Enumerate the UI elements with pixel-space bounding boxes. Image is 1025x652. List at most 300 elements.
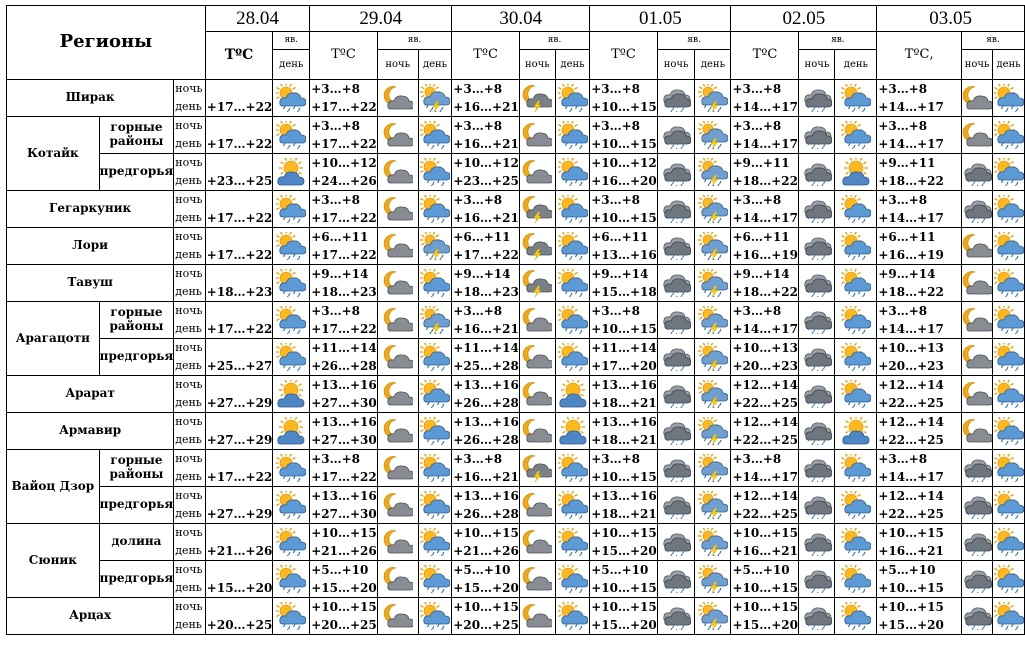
temp-cell: +11…+14 +25…+28 (452, 339, 520, 376)
temp-28: +20…+25 (205, 598, 273, 635)
phen-header-1: яв. (377, 32, 452, 50)
moon-cloud-rain-icon (519, 80, 555, 117)
region-name: Тавуш (7, 265, 174, 302)
temp-cell: +3…+8 +16…+21 (452, 450, 520, 487)
region-name: Арарат (7, 376, 174, 413)
temp-cell: +10…+15 +20…+25 (452, 598, 520, 635)
temp-header-4: ТºС (731, 32, 799, 80)
night-day-labels: ночь день (174, 154, 206, 191)
temp-cell: +11…+14 +26…+28 (310, 339, 378, 376)
night-day-labels: ночь день (174, 376, 206, 413)
temp-28: +17…+22 (205, 450, 273, 487)
dark-cloud-rain-icon (657, 191, 695, 228)
table-row (7, 524, 1025, 561)
sun-cloud-rain-icon (555, 228, 589, 265)
night-sub-1: ночь (377, 50, 418, 80)
moon-cloud-icon (377, 302, 418, 339)
sun-cloud-rain-icon (418, 413, 452, 450)
temp-cell: +9…+11 +18…+22 (877, 154, 962, 191)
dark-cloud-rain-icon (799, 191, 835, 228)
region-name: Котайк (7, 117, 100, 191)
thunder-rain-icon (695, 80, 731, 117)
temp-cell: +13…+16 +26…+28 (452, 376, 520, 413)
sun-cloud-rain-icon (555, 80, 589, 117)
temp-cell: +3…+8 +14…+17 (877, 450, 962, 487)
temp-cell: +6…+11 +16…+19 (877, 228, 962, 265)
sun-cloud-rain-icon (835, 598, 877, 635)
sun-cloud-rain-icon (993, 191, 1025, 228)
dark-cloud-rain-icon (657, 598, 695, 635)
temp-cell: +10…+15 +15…+20 (590, 524, 658, 561)
moon-cloud-icon (519, 561, 555, 598)
thunder-rain-icon (418, 302, 452, 339)
sun-cloud-rain-icon (418, 561, 452, 598)
moon-cloud-icon (377, 265, 418, 302)
moon-cloud-icon (377, 376, 418, 413)
temp-cell: +10…+12 +23…+25 (452, 154, 520, 191)
temp-cell: +5…+10 +10…+15 (731, 561, 799, 598)
dark-cloud-rain-icon (657, 80, 695, 117)
subregion-name: предгорья (99, 561, 174, 598)
sun-cloud-rain-icon (835, 80, 877, 117)
sun-cloud-rain-icon (273, 117, 310, 154)
day-sub-0: день (273, 50, 310, 80)
table-row (7, 561, 1025, 598)
table-row (7, 228, 1025, 265)
table-row (7, 80, 1025, 117)
temp-cell: +3…+8 +10…+15 (590, 450, 658, 487)
sun-cloud-rain-icon (835, 339, 877, 376)
night-day-labels: ночь день (174, 561, 206, 598)
moon-cloud-icon (377, 598, 418, 635)
temp-cell: +9…+14 +18…+23 (452, 265, 520, 302)
night-sub-2: ночь (519, 50, 555, 80)
sun-cloud-rain-icon (418, 339, 452, 376)
temp-cell: +3…+8 +16…+21 (452, 191, 520, 228)
temp-cell: +10…+13 +20…+23 (731, 339, 799, 376)
region-name: Ширак (7, 80, 174, 117)
temp-28: +17…+22 (205, 302, 273, 339)
sun-cloud-rain-icon (993, 80, 1025, 117)
temp-cell: +9…+14 +18…+23 (310, 265, 378, 302)
moon-cloud-icon (519, 487, 555, 524)
sun-cloud-rain-icon (418, 376, 452, 413)
temp-cell: +3…+8 +14…+17 (731, 80, 799, 117)
moon-cloud-icon (962, 228, 993, 265)
dark-cloud-rain-icon (657, 413, 695, 450)
sun-cloud-rain-icon (555, 117, 589, 154)
temp-cell: +13…+16 +18…+21 (590, 413, 658, 450)
temp-cell: +9…+14 +15…+18 (590, 265, 658, 302)
thunder-rain-icon (418, 228, 452, 265)
sun-cloud-rain-icon (418, 598, 452, 635)
temp-cell: +3…+8 +17…+22 (310, 302, 378, 339)
day-sub-2: день (555, 50, 589, 80)
dark-cloud-rain-icon (657, 265, 695, 302)
moon-cloud-icon (519, 524, 555, 561)
region-name: Сюник (7, 524, 100, 598)
dark-cloud-rain-icon (799, 265, 835, 302)
dark-cloud-rain-icon (657, 339, 695, 376)
thunder-rain-icon (695, 376, 731, 413)
moon-cloud-icon (377, 80, 418, 117)
temp-cell: +13…+16 +18…+21 (590, 376, 658, 413)
night-day-labels: ночь день (174, 487, 206, 524)
thunder-rain-icon (695, 117, 731, 154)
sun-cloud-rain-icon (993, 561, 1025, 598)
thunder-rain-icon (695, 487, 731, 524)
temp-cell: +13…+16 +27…+30 (310, 413, 378, 450)
dark-cloud-rain-icon (799, 302, 835, 339)
temp-cell: +11…+14 +17…+20 (590, 339, 658, 376)
temp-cell: +3…+8 +10…+15 (590, 117, 658, 154)
night-sub-5: ночь (962, 50, 993, 80)
moon-cloud-icon (519, 413, 555, 450)
temp-cell: +3…+8 +17…+22 (310, 450, 378, 487)
temp-cell: +5…+10 +15…+20 (310, 561, 378, 598)
day-sub-1: день (418, 50, 452, 80)
table-row (7, 191, 1025, 228)
dark-cloud-rain-icon (799, 524, 835, 561)
sun-cloud-rain-icon (993, 487, 1025, 524)
sun-cloud-rain-icon (555, 265, 589, 302)
temp-28: +17…+22 (205, 80, 273, 117)
temp-cell: +3…+8 +10…+15 (590, 191, 658, 228)
table-row (7, 154, 1025, 191)
temp-cell: +3…+8 +16…+21 (452, 302, 520, 339)
dark-cloud-rain-icon (799, 228, 835, 265)
day-sub-3: день (695, 50, 731, 80)
temp-cell: +10…+12 +24…+26 (310, 154, 378, 191)
table-row (7, 598, 1025, 635)
temp-cell: +3…+8 +14…+17 (731, 191, 799, 228)
dark-cloud-rain-icon (799, 598, 835, 635)
table-row (7, 302, 1025, 339)
dark-cloud-rain-icon (657, 450, 695, 487)
moon-cloud-icon (519, 302, 555, 339)
sun-cloud-rain-icon (993, 598, 1025, 635)
date-header-0: 28.04 (205, 6, 309, 32)
phen-header-3: яв. (657, 32, 731, 50)
temp-cell: +3…+8 +10…+15 (590, 302, 658, 339)
moon-cloud-rain-icon (519, 265, 555, 302)
sun-cloud-rain-icon (993, 117, 1025, 154)
sun-cloud-rain-icon (993, 413, 1025, 450)
sun-cloud-rain-icon (555, 154, 589, 191)
sun-cloud-rain-icon (835, 524, 877, 561)
temp-cell: +10…+15 +15…+20 (877, 598, 962, 635)
dark-cloud-rain-icon (799, 487, 835, 524)
moon-cloud-icon (962, 413, 993, 450)
sun-cloud-rain-icon (835, 265, 877, 302)
temp-cell: +3…+8 +14…+17 (877, 117, 962, 154)
thunder-rain-icon (695, 228, 731, 265)
night-day-labels: ночь день (174, 191, 206, 228)
moon-cloud-icon (377, 117, 418, 154)
dark-cloud-rain-icon (657, 117, 695, 154)
moon-cloud-icon (377, 487, 418, 524)
moon-cloud-icon (377, 191, 418, 228)
bright-sun-cloud-icon (273, 413, 310, 450)
sun-cloud-rain-icon (273, 450, 310, 487)
moon-cloud-icon (377, 228, 418, 265)
forecast-body (7, 80, 1025, 635)
dark-cloud-rain-icon (799, 413, 835, 450)
temp-cell: +10…+12 +16…+20 (590, 154, 658, 191)
temp-28: +21…+26 (205, 524, 273, 561)
region-name: Армавир (7, 413, 174, 450)
night-sub-3: ночь (657, 50, 695, 80)
phen-header-5: яв. (962, 32, 1025, 50)
date-header-4: 02.05 (731, 6, 877, 32)
sun-cloud-rain-icon (273, 561, 310, 598)
date-header-5: 03.05 (877, 6, 1025, 32)
moon-cloud-rain-icon (519, 450, 555, 487)
temp-cell: +6…+11 +17…+22 (310, 228, 378, 265)
sun-cloud-rain-icon (273, 302, 310, 339)
weather-forecast-table (6, 5, 1025, 635)
thunder-rain-icon (695, 154, 731, 191)
temp-cell: +9…+11 +18…+22 (731, 154, 799, 191)
subregion-name: горные районы (99, 302, 174, 339)
temp-28: +17…+22 (205, 117, 273, 154)
sun-cloud-rain-icon (835, 376, 877, 413)
moon-cloud-icon (519, 339, 555, 376)
dark-cloud-rain-icon (657, 302, 695, 339)
temp-cell: +12…+14 +22…+25 (877, 376, 962, 413)
temp-28: +25…+27 (205, 339, 273, 376)
night-day-labels: ночь день (174, 117, 206, 154)
sun-cloud-rain-icon (993, 228, 1025, 265)
sun-cloud-rain-icon (835, 228, 877, 265)
dark-cloud-rain-icon (657, 228, 695, 265)
temp-cell: +13…+16 +26…+28 (452, 413, 520, 450)
temp-cell: +9…+14 +18…+22 (731, 265, 799, 302)
day-sub-4: день (835, 50, 877, 80)
sun-cloud-rain-icon (418, 524, 452, 561)
sun-cloud-rain-icon (555, 598, 589, 635)
table-row (7, 487, 1025, 524)
sun-cloud-rain-icon (273, 524, 310, 561)
sun-cloud-rain-icon (418, 154, 452, 191)
sun-cloud-rain-icon (835, 561, 877, 598)
night-day-labels: ночь день (174, 228, 206, 265)
temp-cell: +3…+8 +17…+22 (310, 80, 378, 117)
subregion-name: долина (99, 524, 174, 561)
thunder-rain-icon (418, 80, 452, 117)
dark-cloud-rain-icon (962, 450, 993, 487)
temp-cell: +3…+8 +14…+17 (877, 80, 962, 117)
dark-cloud-rain-icon (799, 154, 835, 191)
night-day-labels: ночь день (174, 265, 206, 302)
sun-cloud-rain-icon (273, 228, 310, 265)
temp-cell: +3…+8 +17…+22 (310, 117, 378, 154)
regions-header: Регионы (7, 6, 206, 80)
bright-sun-cloud-icon (835, 413, 877, 450)
sun-cloud-rain-icon (555, 524, 589, 561)
dark-cloud-rain-icon (962, 561, 993, 598)
phen-header-0: яв. (273, 32, 310, 50)
temp-cell: +10…+15 +15…+20 (731, 598, 799, 635)
temp-cell: +10…+15 +16…+21 (731, 524, 799, 561)
table-row (7, 339, 1025, 376)
moon-cloud-icon (962, 80, 993, 117)
sun-cloud-rain-icon (835, 450, 877, 487)
subregion-name: горные районы (99, 450, 174, 487)
temp-cell: +3…+8 +14…+17 (731, 450, 799, 487)
temp-cell: +10…+15 +15…+20 (590, 598, 658, 635)
bright-sun-cloud-icon (273, 376, 310, 413)
moon-cloud-icon (519, 117, 555, 154)
temp-28: +27…+29 (205, 376, 273, 413)
sun-cloud-rain-icon (993, 265, 1025, 302)
moon-cloud-icon (519, 154, 555, 191)
moon-cloud-rain-icon (519, 228, 555, 265)
dark-cloud-rain-icon (962, 524, 993, 561)
bright-sun-cloud-icon (555, 413, 589, 450)
sun-cloud-rain-icon (418, 487, 452, 524)
dark-cloud-rain-icon (799, 450, 835, 487)
temp-cell: +13…+16 +27…+30 (310, 376, 378, 413)
temp-cell: +5…+10 +10…+15 (590, 561, 658, 598)
thunder-rain-icon (695, 339, 731, 376)
dark-cloud-rain-icon (657, 376, 695, 413)
sun-cloud-rain-icon (835, 302, 877, 339)
thunder-rain-icon (695, 450, 731, 487)
dark-cloud-rain-icon (799, 376, 835, 413)
temp-cell: +3…+8 +16…+21 (452, 117, 520, 154)
thunder-rain-icon (695, 524, 731, 561)
moon-cloud-icon (962, 339, 993, 376)
phen-header-4: яв. (799, 32, 877, 50)
dark-cloud-rain-icon (799, 561, 835, 598)
bright-sun-cloud-icon (555, 376, 589, 413)
bright-sun-cloud-icon (273, 154, 310, 191)
subregion-name: предгорья (99, 487, 174, 524)
temp-cell: +3…+8 +16…+21 (452, 80, 520, 117)
date-header-1: 29.04 (310, 6, 452, 32)
sun-cloud-rain-icon (418, 450, 452, 487)
temp-header-0: ТºС (205, 32, 273, 80)
moon-cloud-icon (962, 265, 993, 302)
night-day-labels: ночь день (174, 339, 206, 376)
temp-cell: +10…+13 +20…+23 (877, 339, 962, 376)
dark-cloud-rain-icon (799, 339, 835, 376)
temp-cell: +6…+11 +16…+19 (731, 228, 799, 265)
sun-cloud-rain-icon (993, 450, 1025, 487)
temp-cell: +9…+14 +18…+22 (877, 265, 962, 302)
sun-cloud-rain-icon (273, 265, 310, 302)
dark-cloud-rain-icon (799, 80, 835, 117)
temp-cell: +12…+14 +22…+25 (877, 413, 962, 450)
night-day-labels: ночь день (174, 302, 206, 339)
night-sub-4: ночь (799, 50, 835, 80)
dark-cloud-rain-icon (962, 191, 993, 228)
temp-cell: +3…+8 +14…+17 (877, 191, 962, 228)
temp-header-3: ТºС (590, 32, 658, 80)
temp-cell: +12…+14 +22…+25 (731, 376, 799, 413)
temp-cell: +3…+8 +14…+17 (731, 117, 799, 154)
moon-cloud-icon (962, 302, 993, 339)
night-day-labels: ночь день (174, 80, 206, 117)
moon-cloud-icon (519, 598, 555, 635)
thunder-rain-icon (695, 561, 731, 598)
moon-cloud-icon (377, 561, 418, 598)
subregion-name: горные районы (99, 117, 174, 154)
sun-cloud-rain-icon (555, 561, 589, 598)
table-row (7, 117, 1025, 154)
table-row (7, 265, 1025, 302)
temp-cell: +12…+14 +22…+25 (731, 413, 799, 450)
thunder-rain-icon (695, 302, 731, 339)
temp-cell: +13…+16 +18…+21 (590, 487, 658, 524)
dark-cloud-rain-icon (657, 524, 695, 561)
temp-cell: +10…+15 +21…+26 (310, 524, 378, 561)
temp-cell: +3…+8 +14…+17 (877, 302, 962, 339)
sun-cloud-rain-icon (418, 265, 452, 302)
region-name: Арагацотн (7, 302, 100, 376)
moon-cloud-icon (377, 413, 418, 450)
sun-cloud-rain-icon (555, 450, 589, 487)
sun-cloud-rain-icon (273, 487, 310, 524)
sun-cloud-rain-icon (835, 191, 877, 228)
sun-cloud-rain-icon (273, 80, 310, 117)
sun-cloud-rain-icon (555, 191, 589, 228)
temp-cell: +10…+15 +21…+26 (452, 524, 520, 561)
subregion-name: предгорья (99, 339, 174, 376)
sun-cloud-rain-icon (555, 487, 589, 524)
temp-cell: +3…+8 +10…+15 (590, 80, 658, 117)
thunder-rain-icon (695, 265, 731, 302)
bright-sun-cloud-icon (835, 154, 877, 191)
moon-cloud-rain-icon (519, 191, 555, 228)
date-header-3: 01.05 (590, 6, 731, 32)
temp-28: +15…+20 (205, 561, 273, 598)
sun-cloud-rain-icon (555, 339, 589, 376)
temp-cell: +3…+8 +14…+17 (731, 302, 799, 339)
subregion-name: предгорья (99, 154, 174, 191)
night-day-labels: ночь день (174, 413, 206, 450)
temp-cell: +12…+14 +22…+25 (877, 487, 962, 524)
sun-cloud-rain-icon (993, 302, 1025, 339)
sun-cloud-rain-icon (273, 339, 310, 376)
sun-cloud-rain-icon (993, 524, 1025, 561)
temp-28: +27…+29 (205, 487, 273, 524)
moon-cloud-icon (377, 450, 418, 487)
date-header-2: 30.04 (452, 6, 590, 32)
night-day-labels: ночь день (174, 450, 206, 487)
region-name: Вайоц Дзор (7, 450, 100, 524)
moon-cloud-icon (377, 339, 418, 376)
temp-cell: +5…+10 +10…+15 (877, 561, 962, 598)
sun-cloud-rain-icon (835, 487, 877, 524)
temp-cell: +10…+15 +16…+21 (877, 524, 962, 561)
moon-cloud-icon (377, 524, 418, 561)
sun-cloud-rain-icon (993, 376, 1025, 413)
temp-cell: +13…+16 +27…+30 (310, 487, 378, 524)
temp-28: +23…+25 (205, 154, 273, 191)
temp-28: +27…+29 (205, 413, 273, 450)
sun-cloud-rain-icon (273, 191, 310, 228)
temp-cell: +12…+14 +22…+25 (731, 487, 799, 524)
temp-cell: +5…+10 +15…+20 (452, 561, 520, 598)
thunder-rain-icon (695, 413, 731, 450)
moon-cloud-icon (962, 117, 993, 154)
temp-28: +17…+22 (205, 191, 273, 228)
region-name: Лори (7, 228, 174, 265)
temp-28: +18…+23 (205, 265, 273, 302)
sun-cloud-rain-icon (418, 191, 452, 228)
